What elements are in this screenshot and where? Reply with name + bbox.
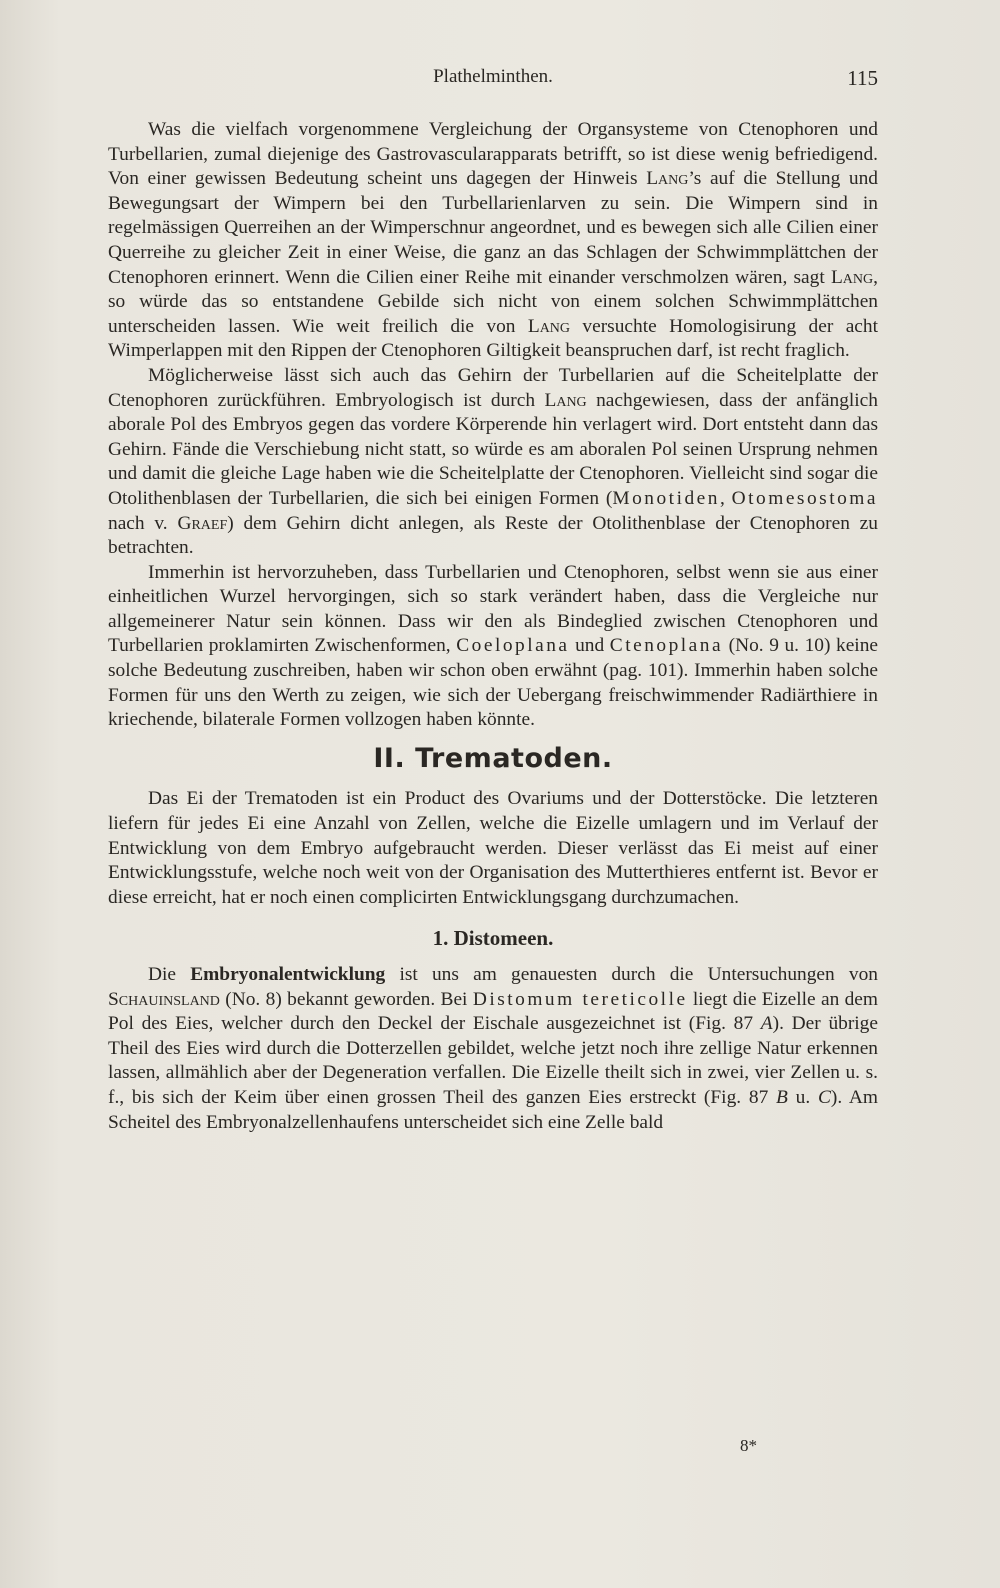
author-lang: Lang (544, 389, 587, 411)
signature-mark: 8* (740, 1436, 757, 1455)
author-lang: Lang (527, 315, 571, 337)
page-header (108, 66, 878, 94)
author-schauinsland: Schauinsland (108, 988, 220, 1010)
page-body (108, 118, 878, 1135)
page-number: 115 (847, 66, 878, 90)
taxon-distomum-tereticolle: Distomum tereticolle (472, 988, 688, 1010)
section-heading-trematoden: II. Trematoden. (373, 742, 613, 774)
taxon-ctenoplana: Ctenoplana (609, 635, 724, 657)
author-graef: Graef (177, 512, 228, 534)
running-title: Plathelminthen. (433, 66, 553, 87)
taxon-coeloplana: Coeloplana (456, 635, 570, 657)
figure-ref-a: A (760, 1013, 773, 1035)
paragraph-ctenophore-comparison: Was die vielfach vorgenommene Vergleichung der Organsysteme von Ctenophoren und Turbellarien, zumal diejenige des Gastrovascularapparats betrifft, so ist diese wenig befriedigend. Von einer gewissen Bedeutung scheint uns dagegen der Hinweis Lang’s auf die Stellung und Bewegungsart der Wimpern bei den Turbellarienlarven zu sein. Die Wimpern sind in regelmässigen Querreihen an der Wimperschnur angeordnet, und es bewegen sich alle Cilien einer Querreihe zu gleicher Zeit in einer Weise, die ganz an das Schlagen der Schwimmplättchen der Ctenophoren erinnert. Wenn die Cilien einer Reihe mit einander verschmolzen wären, sagt Lang, so würde das so entstandene Gebilde sich nicht von einem solchen Schwimmplättchen unterscheiden lassen. Wie weit freilich die von Lang versuchte Homologisirung der acht Wimperlappen mit den Rippen der Ctenophoren Giltigkeit beanspruchen darf, ist recht fraglich. (108, 119, 878, 362)
term-embryonalentwicklung: Embryonalentwicklung (190, 964, 386, 985)
subsection-heading-distomeen: 1. Distomeen. (432, 926, 554, 951)
figure-ref-c: C (817, 1086, 831, 1108)
taxon-otomesostoma: Otomesostoma (731, 487, 878, 509)
paragraph-brain: Möglicherweise lässt sich auch das Gehirn der Turbellarien auf die Scheitelplatte der Ctenophoren zurückführen. Embryologisch ist durch Lang nachgewiesen, dass der anfänglich aborale Pol des Embryos gegen das vordere Körperende hin verlagert wird. Dort entsteht dann das Gehirn. Fände die Verschiebung nicht statt, so würde es am aboralen Pol seinen Ursprung nehmen und damit die gleiche Lage haben wie die Scheitelplatte der Ctenophoren. Vielleicht sind sogar die Otolithenblasen der Turbellarien, die sich bei einigen Formen (Monotiden, Otomesostoma nach v. Graef) dem Gehirn dicht anlegen, als Reste der Otolithenblase der Ctenophoren zu betrachten. (108, 364, 878, 559)
paragraph-trematode-egg: Das Ei der Trematoden ist ein Product des Ovariums und der Dotterstöcke. Die letzteren liefern für jedes Ei eine Anzahl von Zellen, welche die Eizelle umlagern und im Verlauf der Entwicklung von dem Embryo aufgebraucht werden. Dieser verlässt das Ei meist auf einer Entwicklungsstufe, welche noch weit von der Organisation des Mutterthieres entfernt ist. Bevor er diese erreicht, hat er noch einen complicirten Entwicklungsgang durchzumachen. (108, 788, 878, 908)
author-lang: Lang (646, 168, 689, 190)
author-lang: Lang (830, 266, 874, 288)
figure-ref-b: B (776, 1086, 788, 1108)
paragraph-embryonal-development: Die Embryonalentwicklung ist uns am genauesten durch die Untersuchungen von Schauinsland (No. 8) bekannt geworden. Bei Distomum tereticolle liegt die Eizelle an dem Pol des Eies, welcher durch den Deckel der Eischale ausgezeichnet ist (Fig. 87 A). Der übrige Theil des Eies wird durch die Dotterzellen gebildet, welche jetzt noch ihre zellige Natur erkennen lassen, allmählich aber der Degeneration verfallen. Die Eizelle theilt sich in zwei, vier Zellen u. s. f., bis sich der Keim über einen grossen Theil des ganzen Eies erstreckt (Fig. 87 B u. C). Am Scheitel des Embryonalzellenhaufens unterscheidet sich eine Zelle bald (108, 964, 878, 1133)
taxon-monotiden: Monotiden (612, 487, 720, 509)
paragraph-intermediate-forms: Immerhin ist hervorzuheben, dass Turbellarien und Ctenophoren, selbst wenn sie aus einer einheitlichen Wurzel hervorgingen, sich so stark verändert haben, dass die Vergleiche nur allgemeinerer Natur sein können. Dass wir den als Bindeglied zwischen Ctenophoren und Turbellarien proklamirten Zwischenformen, Coeloplana und Ctenoplana (No. 9 u. 10) keine solche Bedeutung zuschreiben, haben wir schon oben erwähnt (pag. 101). Immerhin haben solche Formen für uns den Werth zu zeigen, wie sich der Uebergang freischwimmender Radiärthiere in kriechende, bilaterale Formen vollzogen haben könnte. (108, 561, 878, 731)
